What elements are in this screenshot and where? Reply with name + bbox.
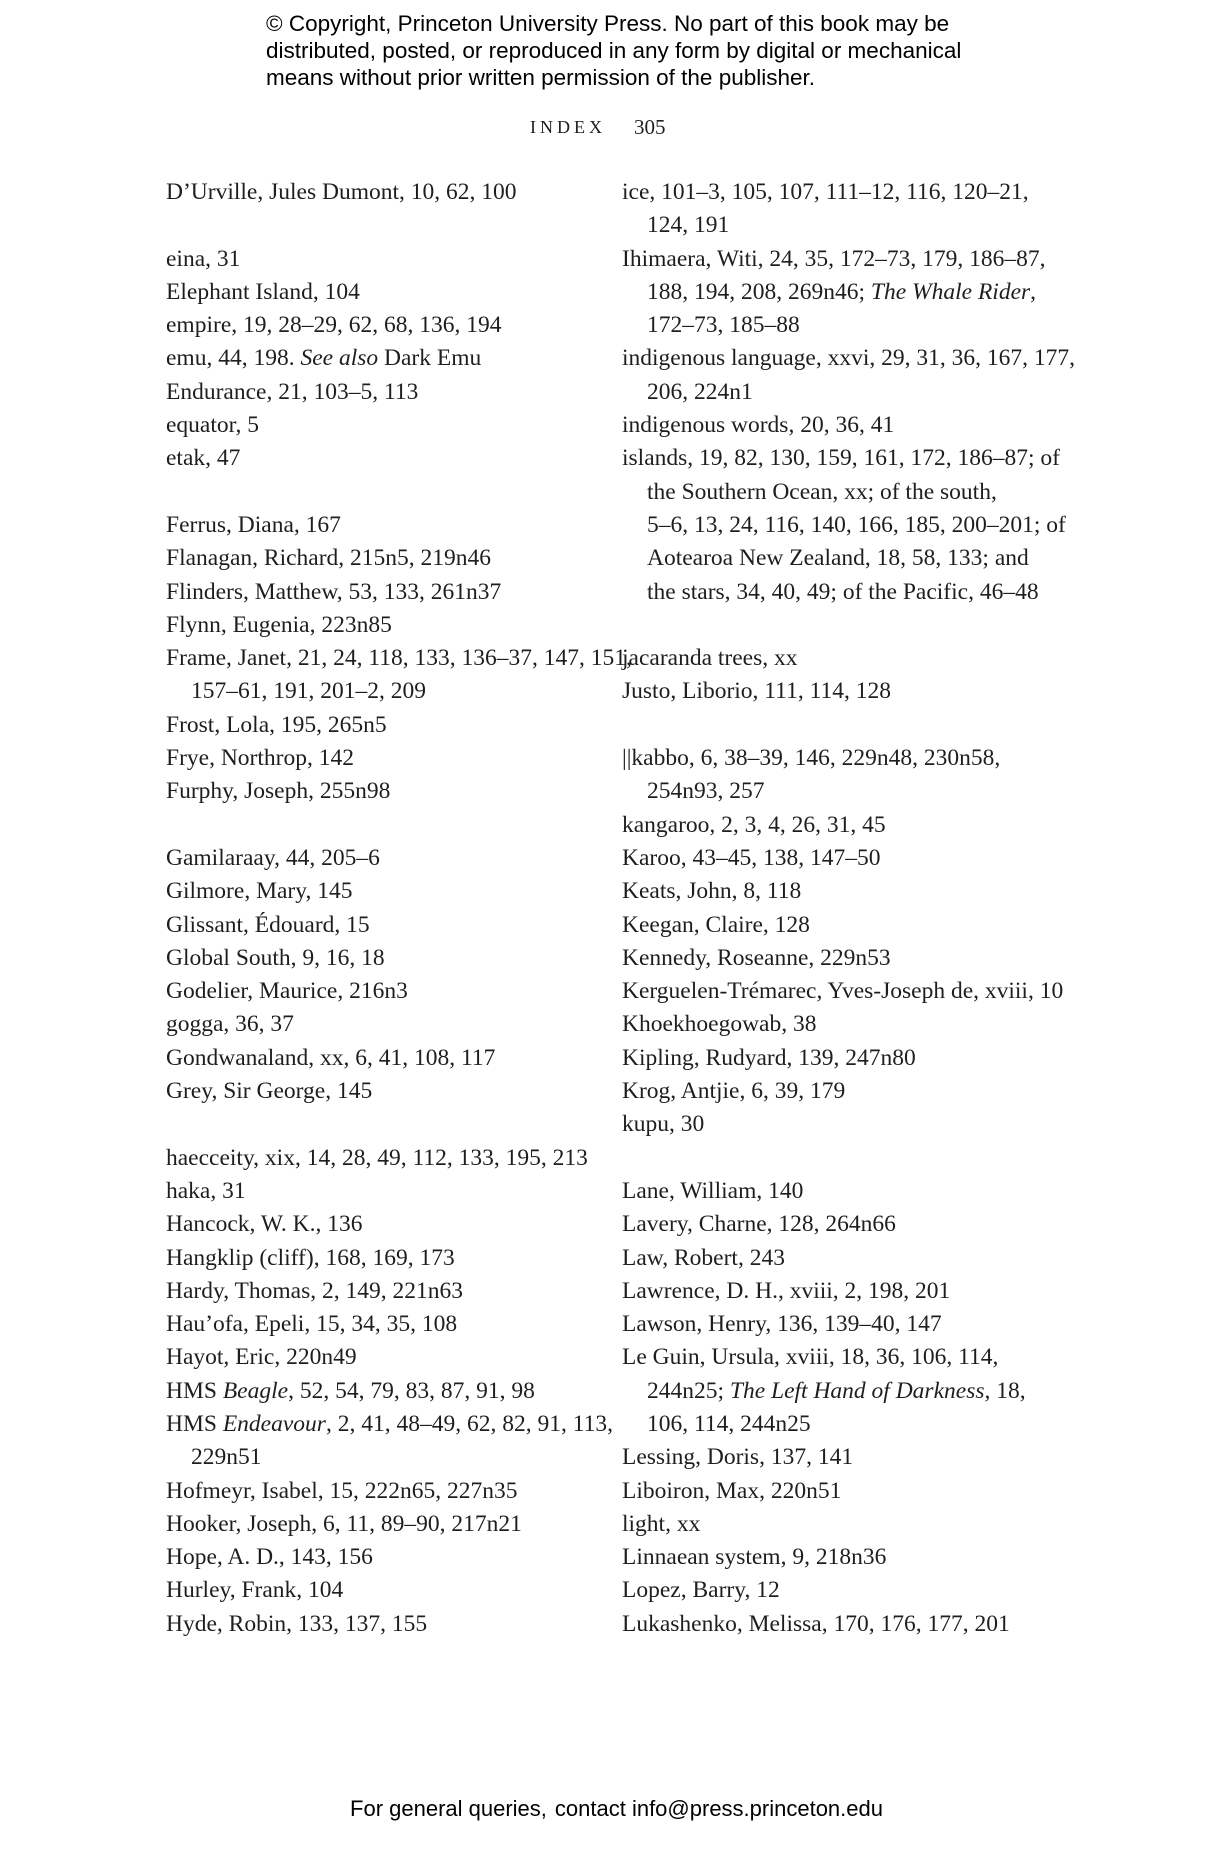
index-entry: gogga, 36, 37 bbox=[166, 1011, 294, 1038]
letter-group-gap bbox=[166, 809, 586, 842]
index-entry: Elephant Island, 104 bbox=[166, 278, 360, 305]
index-entry: Hyde, Robin, 133, 137, 155 bbox=[166, 1610, 428, 1637]
copyright-line: © Copyright, Princeton University Press. No part of this book may be bbox=[266, 11, 950, 36]
index-entry: Ihimaera, Witi, 24, 35, 172–73, 179, 186–87, bbox=[622, 245, 1046, 272]
letter-group-gap bbox=[622, 609, 1052, 642]
index-entry: indigenous language, xxvi, 29, 31, 36, 167, 177, bbox=[622, 345, 1075, 372]
index-entry: Linnaean system, 9, 218n36 bbox=[622, 1544, 887, 1571]
index-entry-continuation: 5–6, 13, 24, 116, 140, 166, 185, 200–201; of bbox=[647, 511, 1066, 538]
index-entry: kupu, 30 bbox=[622, 1111, 705, 1138]
index-entry: Grey, Sir George, 145 bbox=[166, 1078, 373, 1105]
footer-contact: contact info@press.princeton.edu bbox=[554, 1796, 883, 1821]
index-entry: Law, Robert, 243 bbox=[622, 1244, 785, 1271]
index-entry: Lawrence, D. H., xviii, 2, 198, 201 bbox=[622, 1277, 951, 1304]
index-entry: HMS Endeavour, 2, 41, 48–49, 62, 82, 91, 113, bbox=[166, 1410, 613, 1437]
italic-title: Beagle bbox=[222, 1377, 289, 1404]
index-entry-continuation: 244n25; The Left Hand of Darkness, 18, bbox=[647, 1377, 1026, 1404]
index-entry: etak, 47 bbox=[166, 445, 241, 472]
index-entry: equator, 5 bbox=[166, 412, 260, 439]
index-entry-continuation: the Southern Ocean, xx; of the south, bbox=[647, 478, 997, 505]
index-entry: Hope, A. D., 143, 156 bbox=[166, 1544, 373, 1571]
index-entry: Hancock, W. K., 136 bbox=[166, 1211, 363, 1238]
letter-group-gap bbox=[166, 476, 586, 509]
index-entry-continuation: 188, 194, 208, 269n46; The Whale Rider, bbox=[647, 278, 1037, 305]
page-number: 305 bbox=[634, 115, 666, 139]
index-entry: empire, 19, 28–29, 62, 68, 136, 194 bbox=[166, 312, 502, 339]
index-entry: Hooker, Joseph, 6, 11, 89–90, 217n21 bbox=[166, 1510, 522, 1537]
index-entry: ||kabbo, 6, 38–39, 146, 229n48, 230n58, bbox=[622, 745, 1001, 772]
index-entry: Flanagan, Richard, 215n5, 219n46 bbox=[166, 545, 492, 572]
index-entry: Lopez, Barry, 12 bbox=[622, 1577, 780, 1604]
copyright-line: distributed, posted, or reproduced in any form by digital or mechanical bbox=[266, 38, 962, 63]
index-entry: Keegan, Claire, 128 bbox=[622, 911, 810, 938]
index-entry: light, xx bbox=[622, 1510, 701, 1537]
index-entry: Hurley, Frank, 104 bbox=[166, 1577, 344, 1604]
index-entry: Gondwanaland, xx, 6, 41, 108, 117 bbox=[166, 1044, 496, 1071]
index-entry: Karoo, 43–45, 138, 147–50 bbox=[622, 844, 881, 871]
index-entry: Flynn, Eugenia, 223n85 bbox=[166, 611, 392, 638]
index-entry: Kipling, Rudyard, 139, 247n80 bbox=[622, 1044, 916, 1071]
index-entry: indigenous words, 20, 36, 41 bbox=[622, 412, 895, 439]
index-entry: Lukashenko, Melissa, 170, 176, 177, 201 bbox=[622, 1610, 1010, 1637]
italic-title: Endeavour bbox=[222, 1410, 326, 1437]
index-entry: Frame, Janet, 21, 24, 118, 133, 136–37, 147, 151, bbox=[166, 645, 632, 672]
index-entry: Lavery, Charne, 128, 264n66 bbox=[622, 1211, 896, 1238]
index-entry: Hau’ofa, Epeli, 15, 34, 35, 108 bbox=[166, 1311, 458, 1338]
index-entry: D’Urville, Jules Dumont, 10, 62, 100 bbox=[166, 179, 517, 205]
letter-group-gap bbox=[622, 1142, 1052, 1175]
index-entry: Global South, 9, 16, 18 bbox=[166, 944, 385, 971]
index-entry-continuation: 157–61, 191, 201–2, 209 bbox=[191, 678, 426, 705]
index-entry: Kennedy, Roseanne, 229n53 bbox=[622, 944, 891, 971]
letter-group-gap bbox=[166, 1108, 586, 1141]
index-entry: eina, 31 bbox=[166, 245, 241, 272]
index-entry-continuation: Aotearoa New Zealand, 18, 58, 133; and bbox=[647, 545, 1029, 572]
index-entry: Kerguelen-Trémarec, Yves-Joseph de, xviii, 10 bbox=[622, 978, 1064, 1005]
index-entry-continuation: 206, 224n1 bbox=[647, 378, 753, 405]
index-entry: Lessing, Doris, 137, 141 bbox=[622, 1444, 854, 1471]
index-entry: Hayot, Eric, 220n49 bbox=[166, 1344, 357, 1371]
letter-group-gap bbox=[622, 709, 1052, 742]
index-entry-continuation: 106, 114, 244n25 bbox=[647, 1410, 811, 1437]
footer-label: For general queries, bbox=[350, 1796, 547, 1821]
index-entry: emu, 44, 198. See also Dark Emu bbox=[166, 345, 482, 372]
index-entry: Gamilaraay, 44, 205–6 bbox=[166, 844, 380, 871]
index-entry: Krog, Antjie, 6, 39, 179 bbox=[622, 1078, 846, 1105]
index-entry: Flinders, Matthew, 53, 133, 261n37 bbox=[166, 578, 502, 605]
index-entry: kangaroo, 2, 3, 4, 26, 31, 45 bbox=[622, 811, 886, 838]
italic-title: The Left Hand of Darkness bbox=[729, 1377, 985, 1404]
index-column-left bbox=[166, 176, 632, 1641]
index-entry: ice, 101–3, 105, 107, 111–12, 116, 120–21, bbox=[622, 179, 1029, 205]
footer bbox=[0, 1796, 1225, 1822]
index-entry: Le Guin, Ursula, xviii, 18, 36, 106, 114, bbox=[622, 1344, 999, 1371]
index-entry: islands, 19, 82, 130, 159, 161, 172, 186–87; of bbox=[622, 445, 1061, 472]
letter-group-gap bbox=[166, 209, 586, 242]
index-entry: Furphy, Joseph, 255n98 bbox=[166, 778, 391, 805]
index-entry: Hangklip (cliff), 168, 169, 173 bbox=[166, 1244, 455, 1271]
index-entry-continuation: 229n51 bbox=[191, 1444, 262, 1471]
index-entry: Hardy, Thomas, 2, 149, 221n63 bbox=[166, 1277, 463, 1304]
index-entry: jacaranda trees, xx bbox=[622, 645, 798, 672]
running-head-label: INDEX bbox=[530, 117, 606, 137]
index-entry: Gilmore, Mary, 145 bbox=[166, 878, 353, 905]
index-entry: Hofmeyr, Isabel, 15, 222n65, 227n35 bbox=[166, 1477, 518, 1504]
index-entry-continuation: 124, 191 bbox=[647, 212, 730, 239]
index-entry: Liboiron, Max, 220n51 bbox=[622, 1477, 842, 1504]
index-entry: Lane, William, 140 bbox=[622, 1177, 804, 1204]
index-entry: Khoekhoegowab, 38 bbox=[622, 1011, 817, 1038]
index-entry: haecceity, xix, 14, 28, 49, 112, 133, 195, 213 bbox=[166, 1144, 588, 1171]
index-entry-continuation: the stars, 34, 40, 49; of the Pacific, 46–48 bbox=[647, 578, 1039, 605]
index-column-right bbox=[622, 176, 1075, 1641]
italic-title: The Whale Rider bbox=[870, 278, 1031, 305]
index-entry: Godelier, Maurice, 216n3 bbox=[166, 978, 408, 1005]
index-entry: Ferrus, Diana, 167 bbox=[166, 511, 341, 538]
copyright-notice bbox=[266, 10, 1026, 91]
index-entry-continuation: 172–73, 185–88 bbox=[647, 312, 800, 339]
index-entry: haka, 31 bbox=[166, 1177, 246, 1204]
index-entry: Lawson, Henry, 136, 139–40, 147 bbox=[622, 1311, 942, 1338]
index-entry: Keats, John, 8, 118 bbox=[622, 878, 802, 905]
copyright-line: means without prior written permission of the publisher. bbox=[266, 65, 816, 90]
index-entry: Glissant, Édouard, 15 bbox=[166, 911, 370, 938]
index-entry: Justo, Liborio, 111, 114, 128 bbox=[622, 678, 891, 705]
index-entry: Frost, Lola, 195, 265n5 bbox=[166, 711, 387, 738]
index-entry: HMS Beagle, 52, 54, 79, 83, 87, 91, 98 bbox=[166, 1377, 535, 1404]
italic-title: See also bbox=[300, 345, 379, 372]
index-entry: Frye, Northrop, 142 bbox=[166, 745, 354, 772]
index-entry-continuation: 254n93, 257 bbox=[647, 778, 765, 805]
index-entry: Endurance, 21, 103–5, 113 bbox=[166, 378, 419, 405]
